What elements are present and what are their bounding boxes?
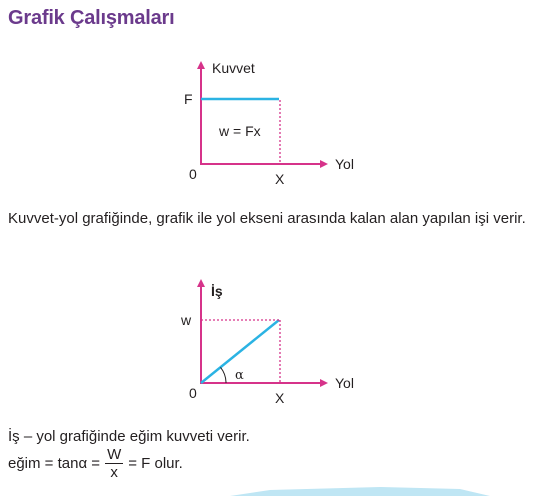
slope-formula: [8, 445, 183, 481]
section-title: Grafik Çalışmaları: [8, 7, 175, 29]
graph2-y-axis-label: İş: [211, 283, 223, 299]
graph2-x-axis-label: Yol: [335, 375, 354, 391]
graph2-y-value-label: w: [181, 312, 192, 328]
formula-numerator: W: [107, 445, 122, 463]
decorative-footer-bar: [230, 486, 490, 496]
formula-suffix: = F olur.: [128, 454, 183, 472]
formula-prefix: eğim = tanα =: [8, 454, 101, 472]
graph1-origin-label: 0: [189, 166, 197, 182]
graph1-y-axis-label: Kuvvet: [212, 60, 255, 76]
formula-fraction: [105, 446, 123, 481]
graph1-y-value-label: F: [184, 91, 193, 107]
graph2-angle-arc: [221, 367, 227, 383]
formula-denominator: x: [110, 463, 118, 481]
graph1-x-value-label: X: [275, 171, 285, 187]
paragraph-area-explanation: Kuvvet-yol grafiğinde, grafik ile yol ekseni arasında kalan alan yapılan işi verir.: [8, 210, 526, 227]
paragraph-slope-explanation: İş – yol grafiğinde eğim kuvveti verir.: [8, 428, 250, 445]
graph1-x-axis-label: Yol: [335, 156, 354, 172]
graph1-area-label: w = Fx: [219, 123, 261, 139]
graph2-origin-label: 0: [189, 385, 197, 401]
graph2-angle-label: α: [235, 368, 244, 383]
graph2-x-value-label: X: [275, 390, 285, 406]
